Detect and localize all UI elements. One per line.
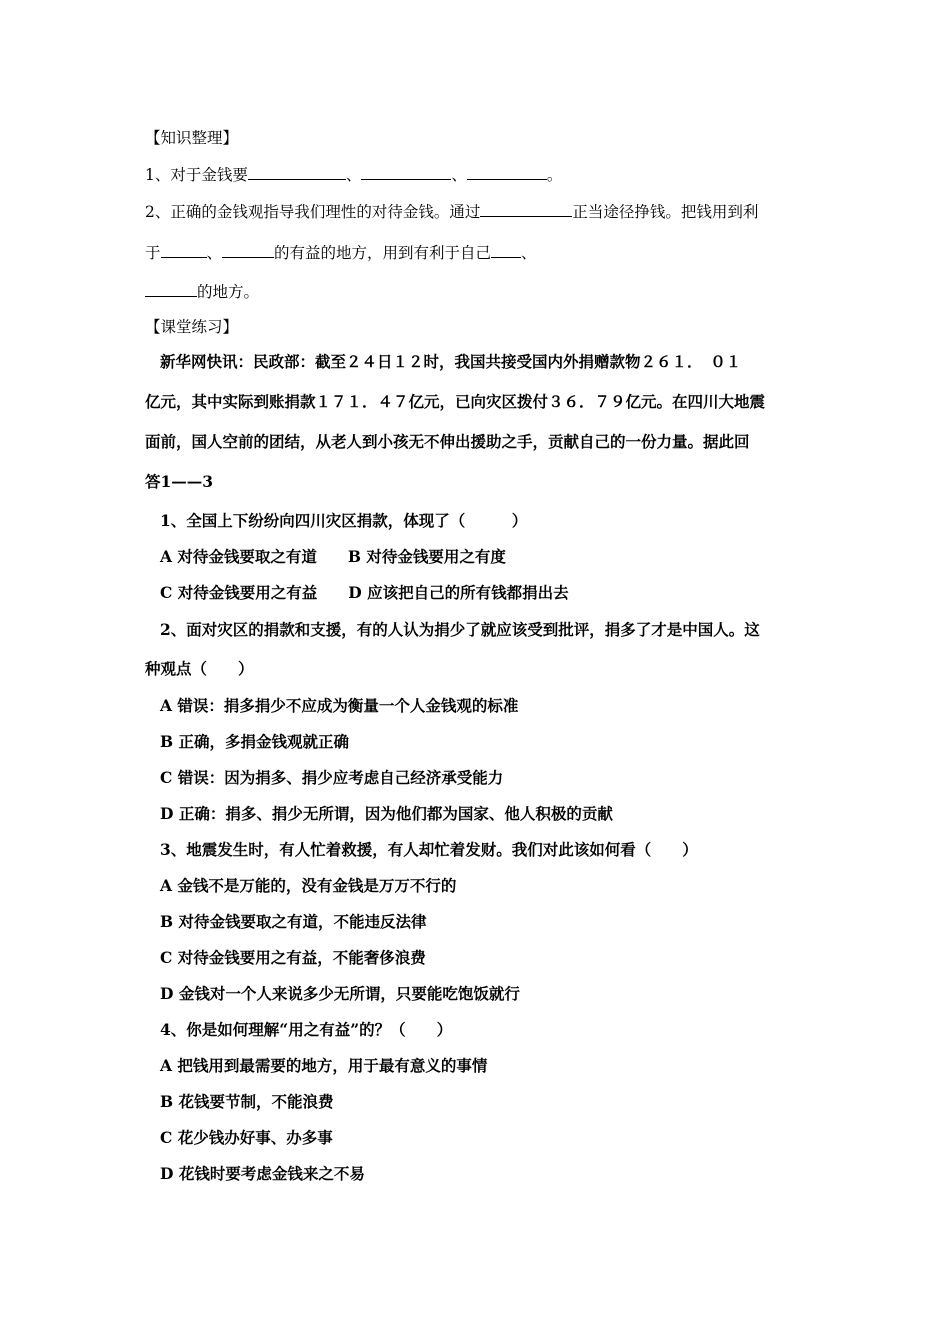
question-2-option: D 正确：捐多、捐少无所谓，因为他们都为国家、他人积极的贡献 bbox=[160, 804, 613, 823]
passage-line: 面前，国人空前的团结，从老人到小孩无不伸出援助之手，贡献自己的一份力量。据此回 bbox=[145, 432, 750, 451]
fill-blank[interactable] bbox=[222, 242, 274, 258]
passage-line: 新华网快讯：民政部：截至２４日１２时，我国共接受国内外捐赠款物２６１． ０１ bbox=[160, 352, 742, 371]
knowledge-item-2-cont bbox=[145, 242, 537, 263]
fill-blank[interactable] bbox=[145, 281, 197, 297]
item-2-text: 2、正确的金钱观指导我们理性的对待金钱。通过 bbox=[145, 203, 481, 221]
knowledge-heading: 【知识整理】 bbox=[145, 129, 239, 147]
question-3-option: D 金钱对一个人来说多少无所谓，只要能吃饱饭就行 bbox=[160, 984, 520, 1003]
question-2-option: A 错误：捐多捐少不应成为衡量一个人金钱观的标准 bbox=[160, 696, 519, 715]
knowledge-item-1 bbox=[145, 164, 562, 185]
question-3-option: A 金钱不是万能的，没有金钱是万万不行的 bbox=[160, 876, 457, 895]
question-3-option: C 对待金钱要用之有益，不能奢侈浪费 bbox=[160, 948, 426, 967]
question-3-option: B 对待金钱要取之有道，不能违反法律 bbox=[160, 912, 427, 931]
question-1-options-ab: A 对待金钱要取之有道 B 对待金钱要用之有度 bbox=[160, 547, 506, 566]
period: 。 bbox=[546, 166, 563, 184]
item-2-text: 的有益的地方，用到有利于自己 bbox=[274, 244, 492, 262]
fill-blank[interactable] bbox=[248, 164, 346, 180]
separator: 、 bbox=[345, 166, 362, 184]
separator: 、 bbox=[521, 244, 537, 262]
question-1: 1、全国上下纷纷向四川灾区捐款，体现了（ ） bbox=[160, 511, 528, 530]
fill-blank[interactable] bbox=[480, 201, 572, 217]
question-2-option: B 正确，多捐金钱观就正确 bbox=[160, 732, 349, 751]
question-1-options-cd: C 对待金钱要用之有益 D 应该把自己的所有钱都捐出去 bbox=[160, 583, 569, 602]
passage-line: 亿元，其中实际到账捐款１７１．４７亿元，已向灾区拨付３６．７９亿元。在四川大地震 bbox=[145, 392, 766, 411]
question-3: 3、地震发生时，有人忙着救援，有人却忙着发财。我们对此该如何看（ ） bbox=[160, 840, 698, 859]
question-4-option: D 花钱时要考虑金钱来之不易 bbox=[160, 1164, 365, 1183]
question-4-option: B 花钱要节制，不能浪费 bbox=[160, 1092, 334, 1111]
separator: 、 bbox=[206, 244, 223, 262]
question-2: 2、面对灾区的捐款和支援，有的人认为捐少了就应该受到批评，捐多了才是中国人。这 bbox=[160, 620, 760, 639]
fill-blank[interactable] bbox=[161, 242, 207, 258]
item-2-text-cont: 正当途径挣钱。把钱用到利 bbox=[572, 203, 759, 221]
question-4-option: C 花少钱办好事、办多事 bbox=[160, 1128, 333, 1147]
fill-blank[interactable] bbox=[491, 242, 521, 258]
knowledge-item-2-end bbox=[145, 281, 259, 302]
knowledge-item-2 bbox=[145, 201, 758, 222]
question-2-option: C 错误：因为捐多、捐少应考虑自己经济承受能力 bbox=[160, 768, 504, 787]
item-2-text: 的地方。 bbox=[197, 283, 260, 301]
item-2-text: 于 bbox=[145, 244, 161, 262]
question-2-cont: 种观点（ ） bbox=[145, 659, 254, 678]
separator: 、 bbox=[451, 166, 467, 184]
fill-blank[interactable] bbox=[467, 164, 547, 180]
fill-blank[interactable] bbox=[361, 164, 451, 180]
question-4-option: A 把钱用到最需要的地方，用于最有意义的事情 bbox=[160, 1056, 488, 1075]
item-1-text: 1、对于金钱要 bbox=[145, 166, 248, 184]
practice-heading: 【课堂练习】 bbox=[145, 318, 239, 336]
passage-line: 答1——3 bbox=[145, 472, 214, 491]
question-4: 4、你是如何理解“用之有益”的？（ ） bbox=[160, 1020, 453, 1039]
